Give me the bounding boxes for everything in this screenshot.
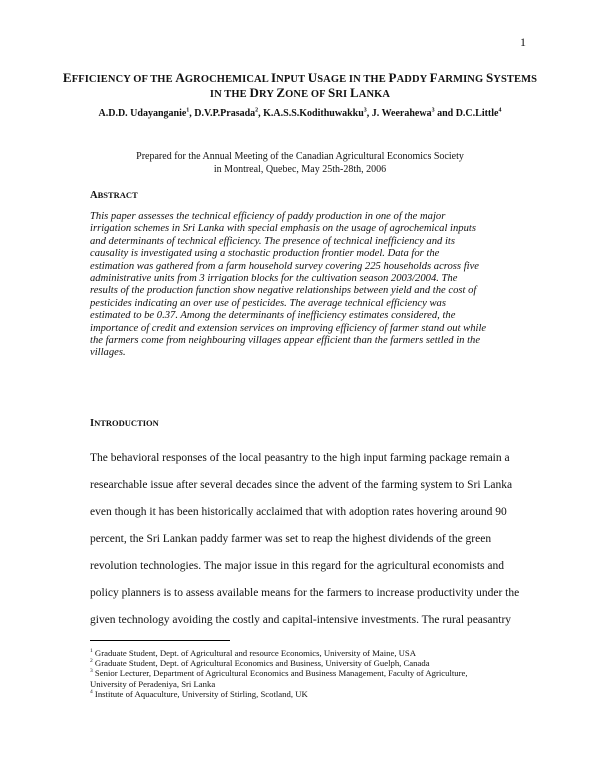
abstract-line: This paper assesses the technical efficiency of paddy production in one of the major (90, 211, 446, 222)
author: D.C.Little$^4$ (455, 107, 502, 119)
abstract-line: causality is investigated using a stochastic production frontier model. Data for the (90, 248, 440, 260)
introduction-line: revolution technologies. The major issue in this regard for the agricultural economists and (90, 560, 504, 572)
abstract-line: estimated to be 0.37. Among the determinants of inefficiency estimates considered, the (90, 310, 456, 322)
paper-title-line-2: IN THE DRY ZONE OF SRI LANKA (209, 85, 391, 100)
footnote-divider (90, 640, 230, 641)
footnote: $^1$ Graduate Student, Dept. of Agricultural and resource Economics, University of Maine, USA (90, 648, 417, 658)
author: K.A.S.S.Kodithuwakku$^3$, (263, 107, 372, 119)
author: A.D.D. Udayanganie$^1$, (98, 107, 195, 119)
abstract-text (90, 211, 513, 360)
abstract-line: pesticides indicating an over use of pesticides. The average technical efficiency was (90, 297, 446, 309)
abstract-line: estimation was gathered from a farm household survey covering 225 households across five (90, 260, 479, 272)
author: J. Weerahewa$^3$ and (371, 107, 456, 119)
introduction-line: researchable issue after several decades since the advent of the farming system to Sri Lanka (90, 479, 513, 491)
footnote-mark: 3 (363, 107, 367, 114)
introduction-line: policy planners is to assess available means for the farmers to increase productivity under the (90, 587, 520, 599)
footnote: $^2$ Graduate Student, Dept. of Agricultural Economics and Business, University of Guelph, Canada (90, 658, 430, 669)
footnote-mark: 3 (431, 107, 435, 114)
author-list (60, 108, 540, 119)
introduction-line: even though it has been historically acclaimed that with adoption rates hovering around 90 (90, 506, 507, 518)
abstract-line: and determinants of technical efficiency. The presence of technical inefficiency and its (90, 235, 455, 247)
abstract-line: results of the production function show negative relationships between yield and the cost of (90, 285, 477, 297)
footnote-continuation: University of Peradeniya, Sri Lanka (90, 678, 216, 689)
page-number: 1 (520, 35, 526, 49)
footnotes (90, 648, 520, 699)
introduction-line: given technology avoiding the costly and capital-intensive investments. The rural peasantry (90, 614, 512, 626)
paper-title-line-1: EFFICIENCY OF THE AGROCHEMICAL INPUT USAGE IN THE PADDY FARMING SYSTEMS (62, 70, 538, 85)
prepared-for-note: Prepared for the Annual Meeting of the Canadian Agricultural Economics Society in Montreal, Quebec, May 25th-28th, 2006 (136, 151, 464, 175)
abstract-line: the farmers come from neighbouring villages appear efficient than the farmers settled in the (90, 335, 481, 347)
author: D.V.P.Prasada$^2$, (194, 107, 264, 119)
footnote-mark: 1 (186, 107, 190, 114)
introduction-line: percent, the Sri Lankan paddy farmer was set to reap the highest dividends of the green (90, 533, 492, 545)
abstract-line: administrative units from 3 irrigation blocks for the cultivation season 2003/2004. The (90, 273, 458, 285)
footnote: $^3$ Senior Lecturer, Department of Agricultural Economics and Business Management, Faculty of Agriculture, (90, 668, 468, 679)
abstract-line: villages. (90, 347, 126, 359)
abstract-heading: ABSTRACT (90, 190, 138, 201)
introduction-heading: INTRODUCTION (90, 418, 159, 429)
footnote-mark: 4 (498, 107, 502, 114)
footnote: $^4$ Institute of Aquaculture, University of Stirling, Scotland, UK (90, 688, 308, 699)
abstract-line: irrigation schemes in Sri Lanka with special emphasis on the usage of agrochemical inputs (90, 223, 476, 235)
footnote-mark: 2 (255, 107, 259, 114)
abstract-line: importance of credit and extension services on improving efficiency of farmer stand out while (90, 322, 487, 334)
introduction-line: The behavioral responses of the local peasantry to the high input farming package remain a (90, 452, 510, 464)
